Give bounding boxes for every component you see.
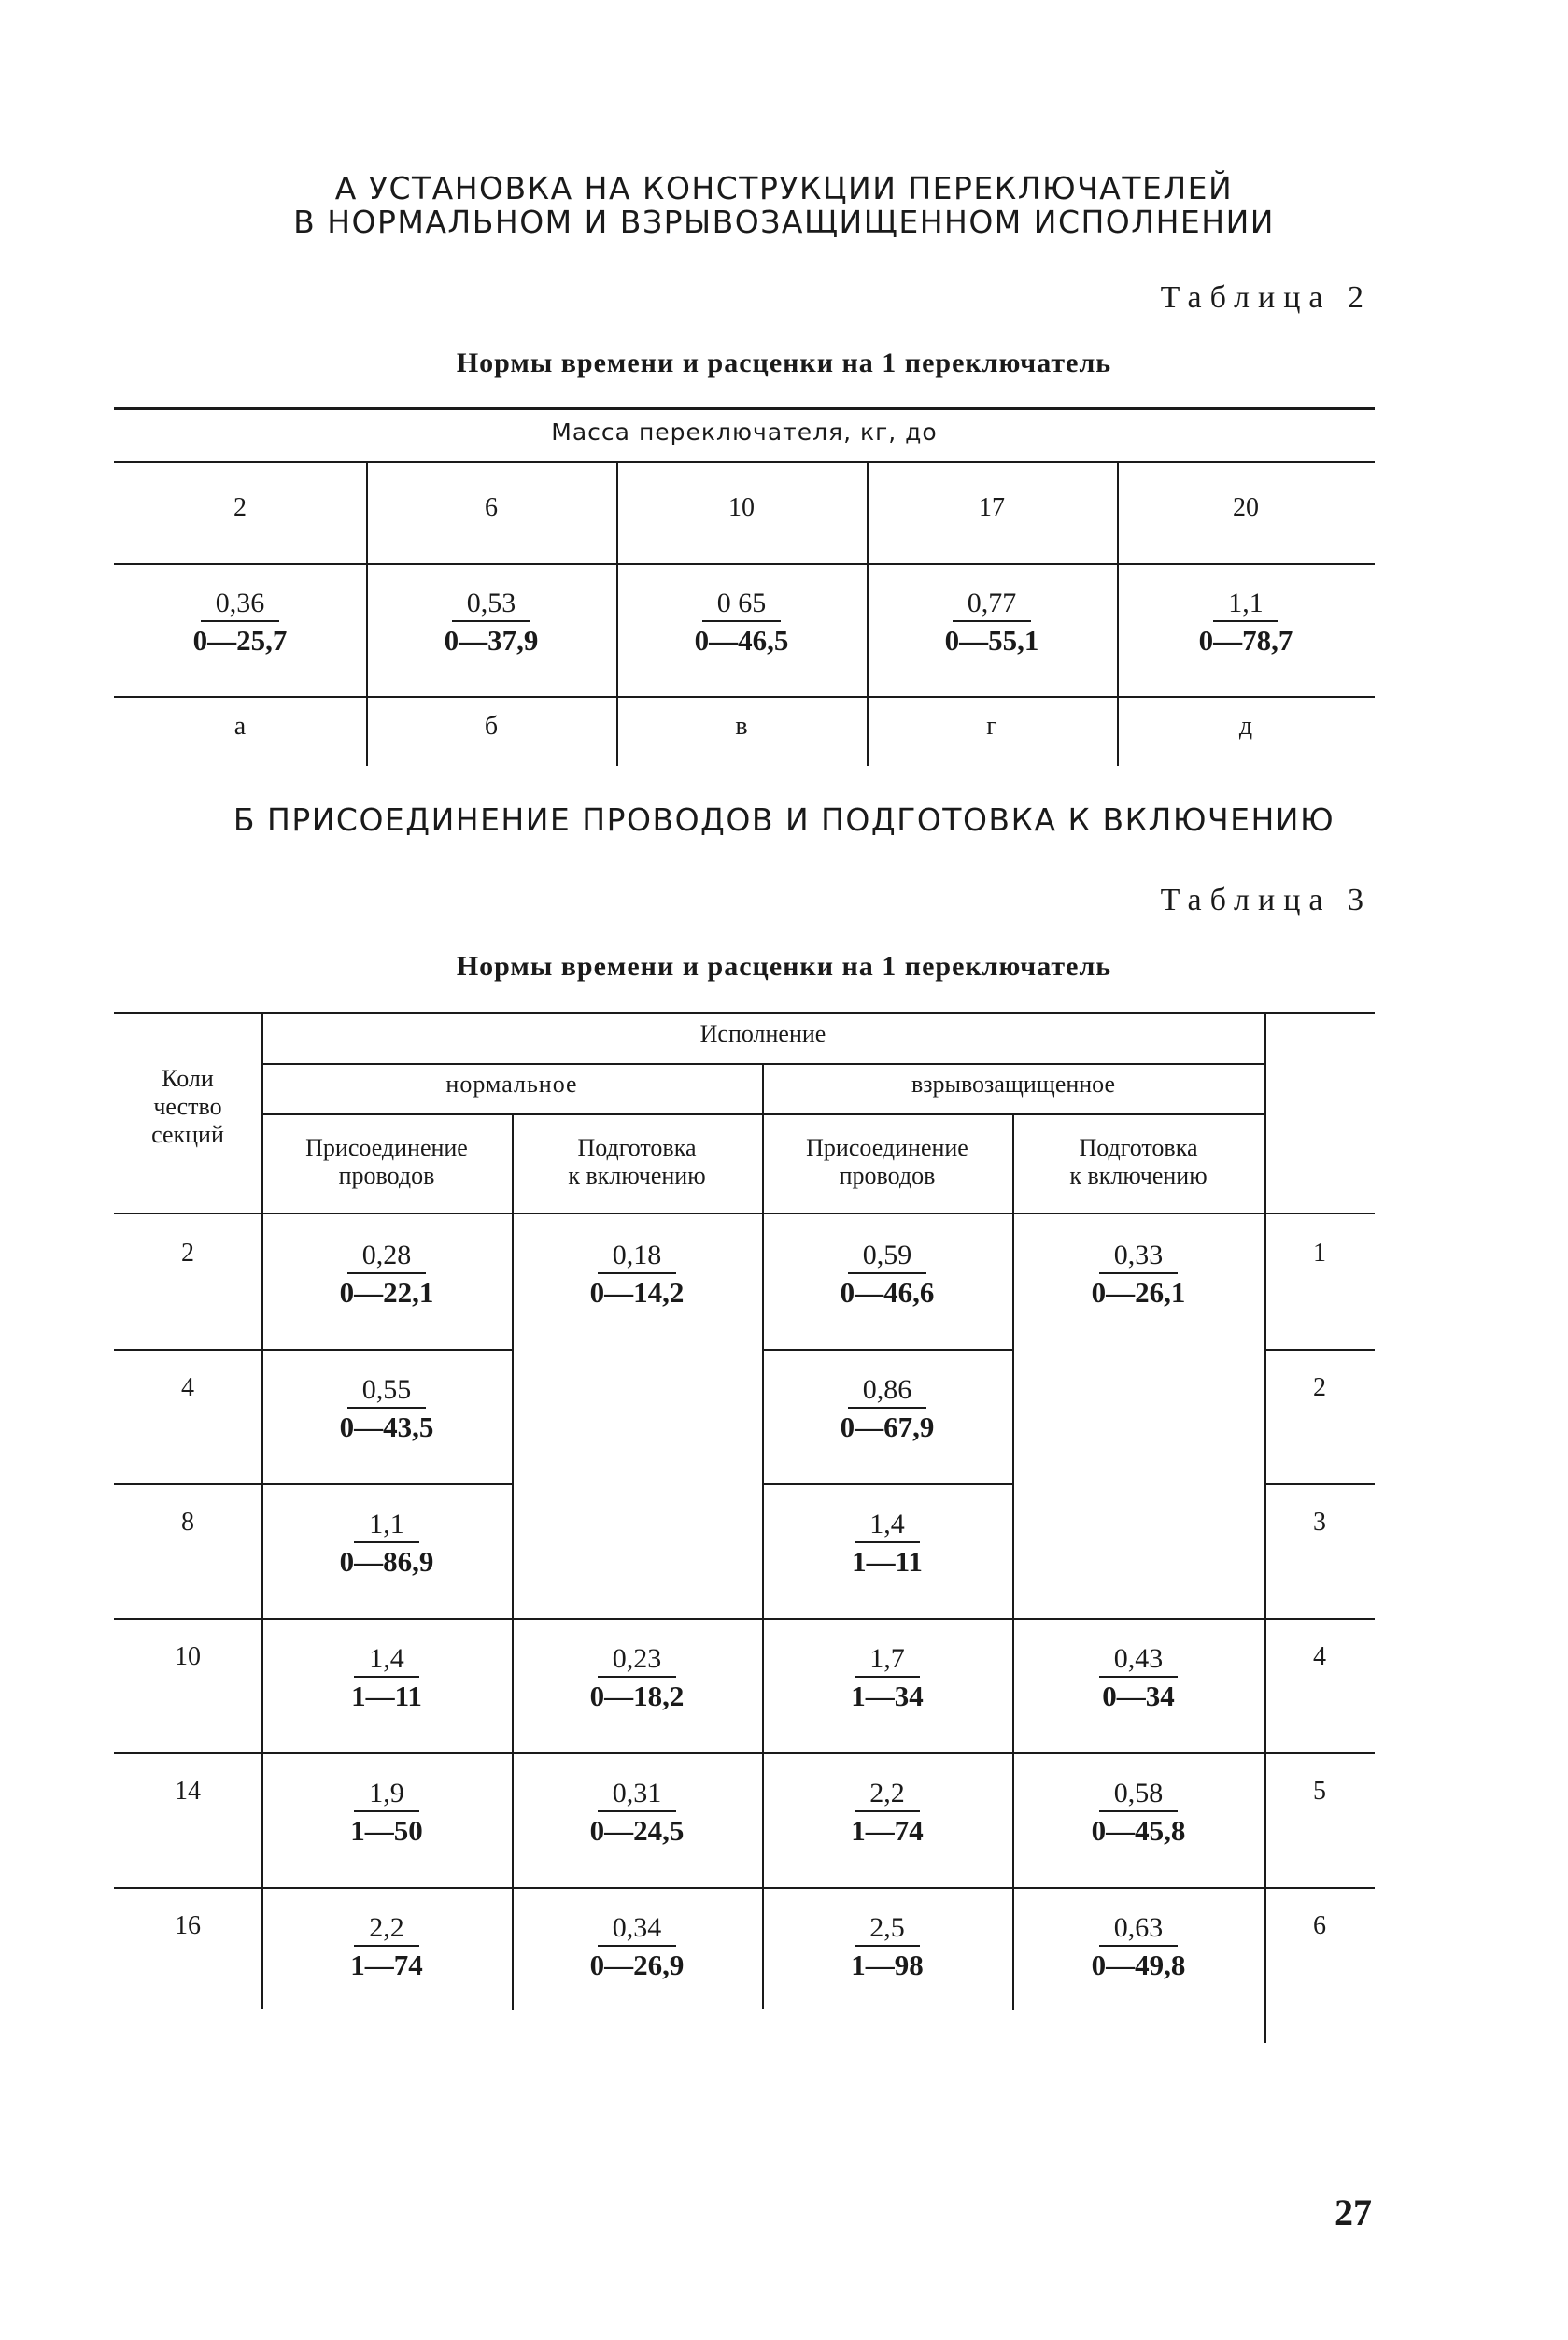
fraction-time: 1,7 xyxy=(855,1642,920,1678)
row-number: 5 xyxy=(1313,1777,1326,1806)
fraction-price: 1—98 xyxy=(851,1949,924,1981)
row-number: 6 xyxy=(1313,1911,1326,1940)
normal-connect-cell xyxy=(261,1239,512,1312)
table-2-number: Таблица 2 xyxy=(1160,280,1372,315)
fraction-time: 0 65 xyxy=(702,587,782,622)
fraction-price: 0—24,5 xyxy=(589,1814,685,1847)
explosion-connect-cell xyxy=(762,1911,1012,1984)
section-count: 16 xyxy=(175,1911,201,1940)
column-letter: г xyxy=(986,712,997,741)
fraction-price: 1—50 xyxy=(350,1814,423,1847)
section-count: 8 xyxy=(181,1508,194,1537)
norm-price-cell xyxy=(366,587,616,659)
normal-prepare-cell xyxy=(512,1911,762,1984)
explosion-connect-cell xyxy=(762,1373,1012,1446)
normal-connect-header: Присоединение проводов xyxy=(305,1134,468,1189)
normal-connect-cell xyxy=(261,1777,512,1850)
fraction-time: 0,36 xyxy=(201,587,280,622)
explosion-connect-cell xyxy=(762,1777,1012,1850)
normal-prepare-merged-cell xyxy=(512,1239,762,1312)
explosion-prepare-merged-cell xyxy=(1012,1239,1264,1312)
fraction-price: 0—46,5 xyxy=(694,624,789,657)
fraction-price: 0—37,9 xyxy=(444,624,539,657)
row-number: 1 xyxy=(1313,1239,1326,1268)
fraction-time: 0,33 xyxy=(1099,1239,1179,1274)
fraction-price: 0—34 xyxy=(1102,1680,1175,1712)
normal-connect-cell xyxy=(261,1373,512,1446)
column-letter: б xyxy=(484,712,499,741)
explosion-connect-header: Присоединение проводов xyxy=(806,1134,968,1189)
fraction-price: 0—26,9 xyxy=(589,1949,685,1981)
fraction-time: 1,9 xyxy=(354,1777,419,1812)
fraction-time: 0,58 xyxy=(1099,1777,1179,1812)
fraction-time: 1,4 xyxy=(354,1642,419,1678)
fraction-price: 0—55,1 xyxy=(944,624,1039,657)
normal-connect-cell xyxy=(261,1508,512,1581)
mass-value: 20 xyxy=(1233,493,1259,522)
column-letter: в xyxy=(735,712,748,741)
explosion-prepare-header: Подготовка к включению xyxy=(1069,1134,1208,1189)
norm-price-cell xyxy=(114,587,366,659)
mass-value: 17 xyxy=(979,493,1005,522)
fraction-time: 0,28 xyxy=(347,1239,427,1274)
normal-prepare-cell xyxy=(512,1777,762,1850)
mass-value: 10 xyxy=(728,493,755,522)
norm-price-cell xyxy=(616,587,867,659)
section-count: 2 xyxy=(181,1239,194,1268)
normal-header: нормальное xyxy=(445,1071,578,1098)
normal-connect-cell xyxy=(261,1642,512,1715)
explosion-connect-cell xyxy=(762,1239,1012,1312)
fraction-time: 2,2 xyxy=(855,1777,920,1812)
explosion-connect-cell xyxy=(762,1642,1012,1715)
fraction-time: 0,77 xyxy=(953,587,1032,622)
fraction-time: 2,5 xyxy=(855,1911,920,1947)
normal-prepare-cell xyxy=(512,1642,762,1715)
fraction-price: 0—14,2 xyxy=(589,1276,685,1309)
fraction-time: 0,55 xyxy=(347,1373,427,1409)
fraction-time: 1,1 xyxy=(1213,587,1278,622)
fraction-price: 0—67,9 xyxy=(840,1411,935,1443)
row-number: 4 xyxy=(1313,1642,1326,1671)
row-number: 3 xyxy=(1313,1508,1326,1537)
table-3-caption: Нормы времени и расценки на 1 переключатель xyxy=(456,951,1112,982)
fraction-price: 0—43,5 xyxy=(339,1411,434,1443)
fraction-price: 0—78,7 xyxy=(1198,624,1293,657)
explosion-prepare-cell xyxy=(1012,1777,1264,1850)
fraction-price: 0—46,6 xyxy=(840,1276,935,1309)
norm-price-cell xyxy=(1117,587,1375,659)
fraction-price: 0—86,9 xyxy=(339,1545,434,1578)
fraction-price: 1—11 xyxy=(351,1680,422,1712)
count-header: Коли чество секций xyxy=(151,1065,224,1148)
column-letter: а xyxy=(233,712,247,741)
fraction-price: 1—74 xyxy=(851,1814,924,1847)
explosion-connect-cell xyxy=(762,1508,1012,1581)
fraction-time: 0,43 xyxy=(1099,1642,1179,1678)
fraction-time: 0,59 xyxy=(848,1239,927,1274)
fraction-price: 0—45,8 xyxy=(1091,1814,1186,1847)
normal-connect-cell xyxy=(261,1911,512,1984)
table-2-header: Масса переключателя, кг, до xyxy=(551,418,938,446)
norm-price-cell xyxy=(867,587,1117,659)
table-2-caption: Нормы времени и расценки на 1 переключатель xyxy=(456,347,1112,378)
fraction-time: 0,18 xyxy=(598,1239,677,1274)
table-3-number: Таблица 3 xyxy=(1160,883,1372,917)
fraction-time: 0,31 xyxy=(598,1777,677,1812)
fraction-price: 0—25,7 xyxy=(192,624,288,657)
fraction-price: 1—34 xyxy=(851,1680,924,1712)
execution-header: Исполнение xyxy=(699,1020,826,1047)
fraction-price: 0—49,8 xyxy=(1091,1949,1186,1981)
fraction-time: 0,23 xyxy=(598,1642,677,1678)
fraction-price: 0—26,1 xyxy=(1091,1276,1186,1309)
section-count: 14 xyxy=(175,1777,201,1806)
fraction-price: 1—74 xyxy=(350,1949,423,1981)
fraction-time: 1,1 xyxy=(354,1508,419,1543)
fraction-time: 0,86 xyxy=(848,1373,927,1409)
section-a-title-line2: В НОРМАЛЬНОМ И ВЗРЫВОЗАЩИЩЕННОМ ИСПОЛНЕНИИ xyxy=(293,204,1275,240)
section-count: 10 xyxy=(175,1642,201,1671)
page-number: 27 xyxy=(1335,2191,1372,2234)
fraction-time: 1,4 xyxy=(855,1508,920,1543)
mass-value: 2 xyxy=(233,493,247,522)
section-a-title-line1: А УСТАНОВКА НА КОНСТРУКЦИИ ПЕРЕКЛЮЧАТЕЛЕЙ xyxy=(334,170,1234,206)
section-b-title: Б ПРИСОЕДИНЕНИЕ ПРОВОДОВ И ПОДГОТОВКА К ВКЛЮЧЕНИЮ xyxy=(233,801,1335,838)
column-letter: д xyxy=(1238,712,1253,741)
fraction-price: 0—18,2 xyxy=(589,1680,685,1712)
explosion-prepare-cell xyxy=(1012,1911,1264,1984)
mass-value: 6 xyxy=(485,493,498,522)
normal-prepare-header: Подготовка к включению xyxy=(568,1134,706,1189)
row-number: 2 xyxy=(1313,1373,1326,1402)
explosion-prepare-cell xyxy=(1012,1642,1264,1715)
fraction-time: 0,53 xyxy=(452,587,531,622)
section-count: 4 xyxy=(181,1373,194,1402)
fraction-time: 2,2 xyxy=(354,1911,419,1947)
fraction-time: 0,34 xyxy=(598,1911,677,1947)
fraction-price: 1—11 xyxy=(852,1545,923,1578)
fraction-time: 0,63 xyxy=(1099,1911,1179,1947)
fraction-price: 0—22,1 xyxy=(339,1276,434,1309)
explosion-header: взрывозащищенное xyxy=(911,1071,1116,1098)
